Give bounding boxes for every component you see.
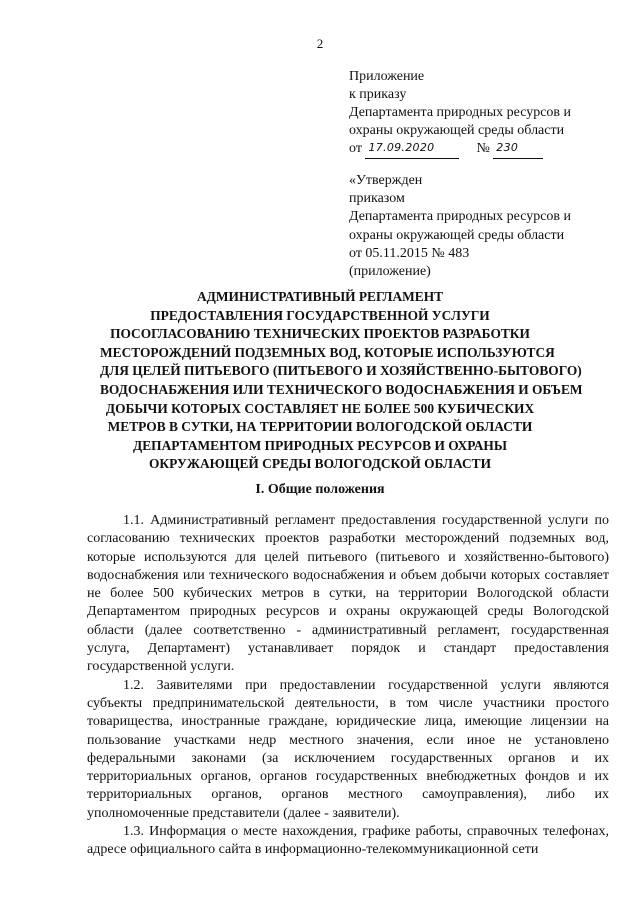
annex-number-value: 230 (496, 141, 519, 154)
annex-line: Приложение (349, 69, 425, 84)
annex-date-field (365, 140, 459, 159)
title-line: МЕСТОРОЖДЕНИЙ ПОДЗЕМНЫХ ВОД, КОТОРЫЕ ИСПОЛЬЗУЮТСЯ (100, 344, 555, 360)
annex-date-prefix: от (349, 141, 362, 156)
title-line: ОКРУЖАЮЩЕЙ СРЕДЫ ВОЛОГОДСКОЙ ОБЛАСТИ (148, 456, 492, 472)
title-line: ВОДОСНАБЖЕНИЯ ИЛИ ТЕХНИЧЕСКОГО ВОДОСНАБЖЕНИЯ И ОБЪЕМ (100, 381, 583, 397)
approved-line: от 05.11.2015 № 483 (349, 245, 470, 261)
annex-date-value: 17.09.2020 (368, 141, 435, 154)
approved-line: охраны окружающей среды области (349, 227, 565, 243)
approved-block (349, 172, 619, 281)
approved-line: приказом (349, 191, 405, 207)
title-line: АДМИНИСТРАТИВНЫЙ РЕГЛАМЕНТ (196, 289, 444, 304)
annex-line: Департамента природных ресурсов и (349, 105, 572, 120)
title-line: ДЛЯ ЦЕЛЕЙ ПИТЬЕВОГО (ПИТЬЕВОГО И ХОЗЯЙСТВЕННО-БЫТОВОГО) (100, 363, 582, 379)
title-line: ПОСОГЛАСОВАНИЮ ТЕХНИЧЕСКИХ ПРОЕКТОВ РАЗРАБОТКИ (110, 326, 530, 342)
annex-number-sign: № (476, 141, 490, 156)
title-line: ДОБЫЧИ КОТОРЫХ СОСТАВЛЯЕТ НЕ БОЛЕЕ 500 КУБИЧЕСКИХ (105, 400, 535, 416)
annex-number-field (493, 140, 543, 159)
paragraph-1-2: 1.2. Заявителями при предоставлении государственной услуги являются субъекты предпринимательской деятельности, в том числе участники простого товарищества, иностранные граждане, юридические лица, имеющие лицензии на пользование участками недр местного значения, если иное не установлено федеральными законами (за исключением государственных органов и их территориальных органов, органов государственных внебюджетных фондов и их территориальных органов, органов местного самоуправления), либо их уполномоченные представители (далее - заявители). (87, 677, 609, 821)
page-number: 2 (316, 36, 324, 51)
title-line: ДЕПАРТАМЕНТОМ ПРИРОДНЫХ РЕСУРСОВ И ОХРАНЫ (133, 437, 507, 453)
approved-line: «Утвержден (349, 173, 423, 188)
annex-line: к приказу (349, 87, 407, 102)
annex-line: охраны окружающей среды области (349, 123, 565, 138)
title-line: ПРЕДОСТАВЛЕНИЯ ГОСУДАРСТВЕННОЙ УСЛУГИ (150, 307, 490, 323)
approved-line: (приложение) (349, 264, 431, 280)
annex-block (349, 68, 619, 159)
body-text (87, 512, 609, 860)
title-line: МЕТРОВ В СУТКИ, НА ТЕРРИТОРИИ ВОЛОГОДСКОЙ ОБЛАСТИ (107, 419, 533, 435)
annex-date-line (349, 140, 619, 159)
paragraph-1-3: 1.3. Информация о месте нахождения, графике работы, справочных телефонах, адресе официального сайта в информационно-телекоммуникационной сети (87, 824, 609, 858)
document-title (100, 288, 583, 474)
section-heading: I. Общие положения (255, 482, 385, 497)
paragraph-1-1: 1.1. Административный регламент предоставления государственной услуги по согласованию технических проектов разработки месторождений подземных вод, которые используются для целей питьевого (питьевого и хозяйственно-бытового) водоснабжения или технического водоснабжения и объем добычи которых составляет не более 500 кубических метров в сутки, на территории Вологодской области Департаментом природных ресурсов и охраны окружающей среды Вологодской области (далее соответственно - административный регламент, государственная услуга, Департамент) устанавливает порядок и стандарт предоставления государственной услуги. (87, 513, 609, 675)
approved-line: Департамента природных ресурсов и (349, 209, 572, 225)
